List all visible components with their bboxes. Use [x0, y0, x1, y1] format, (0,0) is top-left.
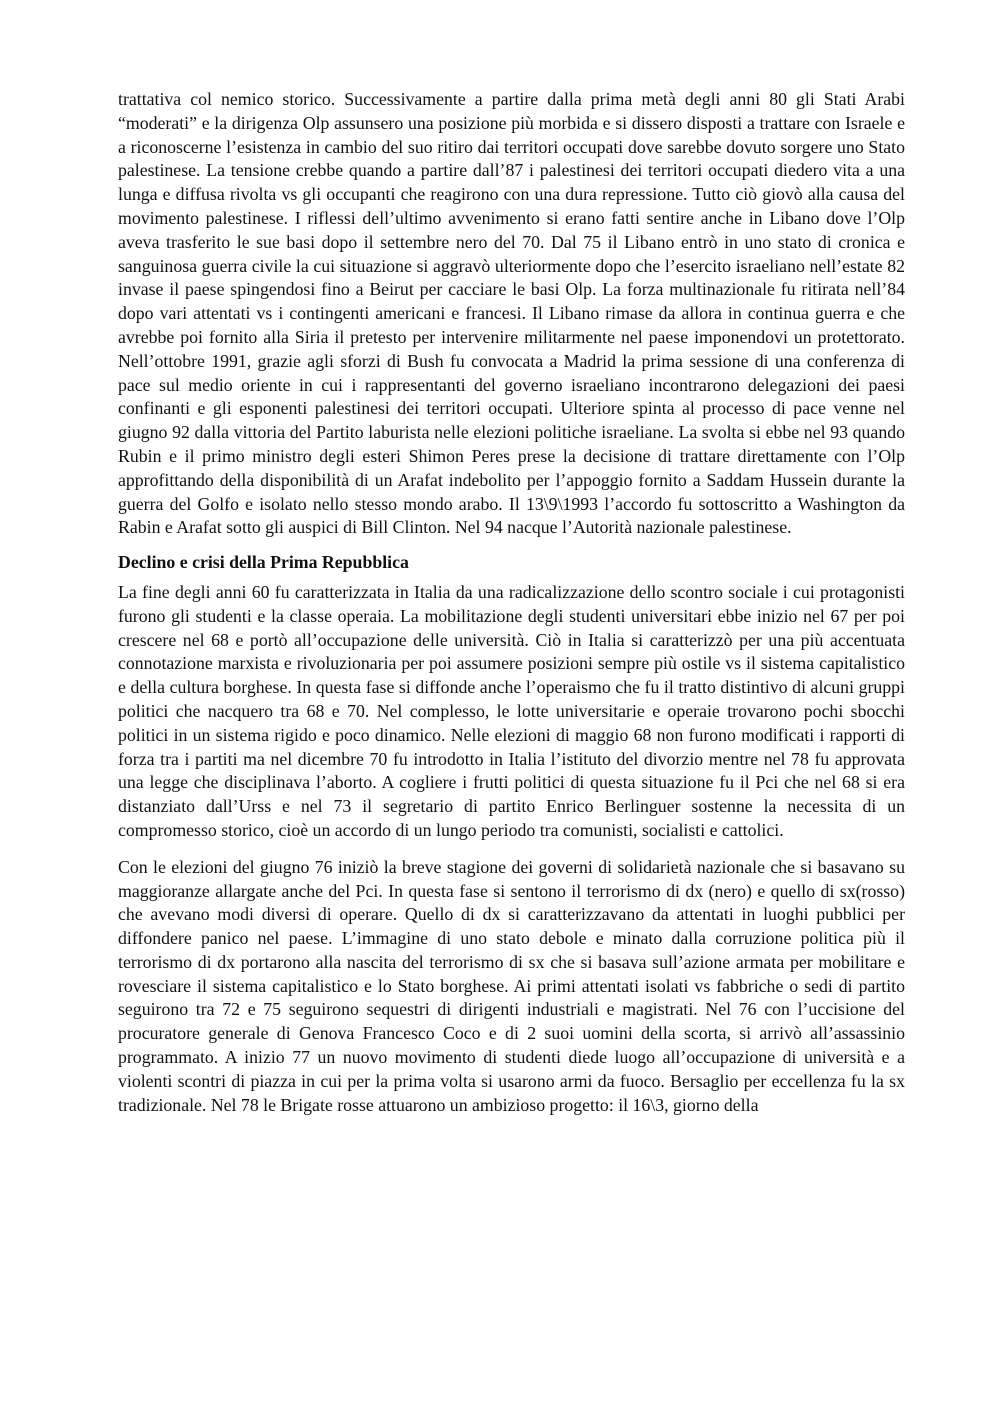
paragraph-middle-east-peace-process: trattativa col nemico storico. Successivamente a partire dalla prima metà degli anni 80 gli Stati Arabi “moderati” e la dirigenza Olp assunsero una posizione più morbida e si dissero disposti a trattare con Israele e a riconoscerne l’esistenza in cambio del suo ritiro dai territori occupati dove sarebbe dovuto sorgere uno Stato palestinese. La tensione crebbe quando a partire dall’87 i palestinesi dei territori occupati diedero vita a una lunga e diffusa rivolta vs gli occupanti che reagirono con una dura repressione. Tutto ciò giovò alla causa del movimento palestinese. I riflessi dell’ultimo avvenimento si erano fatti sentire anche in Libano dove l’Olp aveva trasferito le sue basi dopo il settembre nero del 70. Dal 75 il Libano entrò in uno stato di cronica e sanguinosa guerra civile la cui situazione si aggravò ulteriormente dopo che l’esercito israeliano nell’estate 82 invase il paese spingendosi fino a Beirut per cacciare le basi Olp. La forza multinazionale fu ritirata nell’84 dopo vari attentati vs i contingenti americani e francesi. Il Libano rimase da allora in continua guerra e che avrebbe poi fornito alla Siria il pretesto per intervenire militarmente nel paese imponendovi un protettorato. Nell’ottobre 1991, grazie agli sforzi di Bush fu convocata a Madrid la prima sessione di una conferenza di pace sul medio oriente in cui i rappresentanti del governo israeliano incontrarono delegazioni dei paesi confinanti e gli esponenti palestinesi dei territori occupati. Ulteriore spinta al processo di pace venne nel giugno 92 dalla vittoria del Partito laburista nelle elezioni politiche israeliane. La svolta si ebbe nel 93 quando Rubin e il primo ministro degli esteri Shimon Peres prese la decisione di trattare direttamente con l’Olp approfittando della disponibilità di un Arafat indebolito per l’appoggio fornito a Saddam Hussein durante la guerra del Golfo e isolato nello stesso mondo arabo. Il 13\9\1993 l’accordo fu sottoscritto a Washington da Rabin e Arafat sotto gli auspici di Bill Clinton. Nel 94 nacque l’Autorità nazionale palestinese.	[118, 89, 905, 538]
paragraph-student-worker-movements: La fine degli anni 60 fu caratterizzata in Italia da una radicalizzazione dello scontro sociale i cui protagonisti furono gli studenti e la classe operaia. La mobilitazione degli studenti universitari ebbe inizio nel 67 per poi crescere nel 68 e portò all’occupazione delle università. Ciò in Italia si caratterizzò per una più accentuata connotazione marxista e rivoluzionaria per poi assumere posizioni sempre più ostile vs il sistema capitalistico e della cultura borghese. In questa fase si diffonde anche l’operaismo che fu il tratto distintivo di alcuni gruppi politici che nacquero tra 68 e 70. Nel complesso, le lotte universitarie e operaie trovarono pochi sbocchi politici in un sistema rigido e poco dinamico. Nelle elezioni di maggio 68 non furono modificati i rapporti di forza tra i partiti ma nel dicembre 70 fu introdotto in Italia l’istituto del divorzio mentre nel 78 fu approvata una legge che disciplinava l’aborto. A cogliere i frutti politici di questa situazione fu il Pci che nel 68 si era distanziato dall’Urss e nel 73 il segretario di partito Enrico Berlinguer sostenne la necessita di un compromesso storico, cioè un accordo di un lungo periodo tra comunisti, socialisti e cattolici.	[118, 581, 905, 840]
section-heading: Declino e crisi della Prima Repubblica	[118, 552, 409, 573]
paragraph-national-solidarity-terrorism: Con le elezioni del giugno 76 iniziò la breve stagione dei governi di solidarietà nazionale che si basavano su maggioranze allargate anche del Pci. In questa fase si sentono il terrorismo di dx (nero) e quello di sx(rosso) che avevano modi diversi di operare. Quello di dx si caratterizzavano da attentati in luoghi pubblici per diffondere panico nel paese. L’immagine di uno stato debole e minato dalla corruzione politica più il terrorismo di dx portarono alla nascita del terrorismo di sx che si basava sull’azione armata per mobilitare e rovesciare il sistema capitalistico e lo Stato borghese. Ai primi attentati isolati vs fabbriche o sedi di partito seguirono tra 72 e 75 seguirono sequestri di dirigenti industriali e magistrati. Nel 76 con l’uccisione del procuratore generale di Genova Francesco Coco e di 2 suoi uomini della scorta, si arrivò all’assassinio programmato. A inizio 77 un nuovo movimento di studenti diede luogo all’occupazione di università e a violenti scontri di piazza in cui per la prima volta si usarono armi da fuoco. Bersaglio per eccellenza fu la sx tradizionale. Nel 78 le Brigate rosse attuarono un ambizioso progetto: il 16\3, giorno della	[118, 856, 905, 1115]
document-page	[118, 88, 905, 1117]
